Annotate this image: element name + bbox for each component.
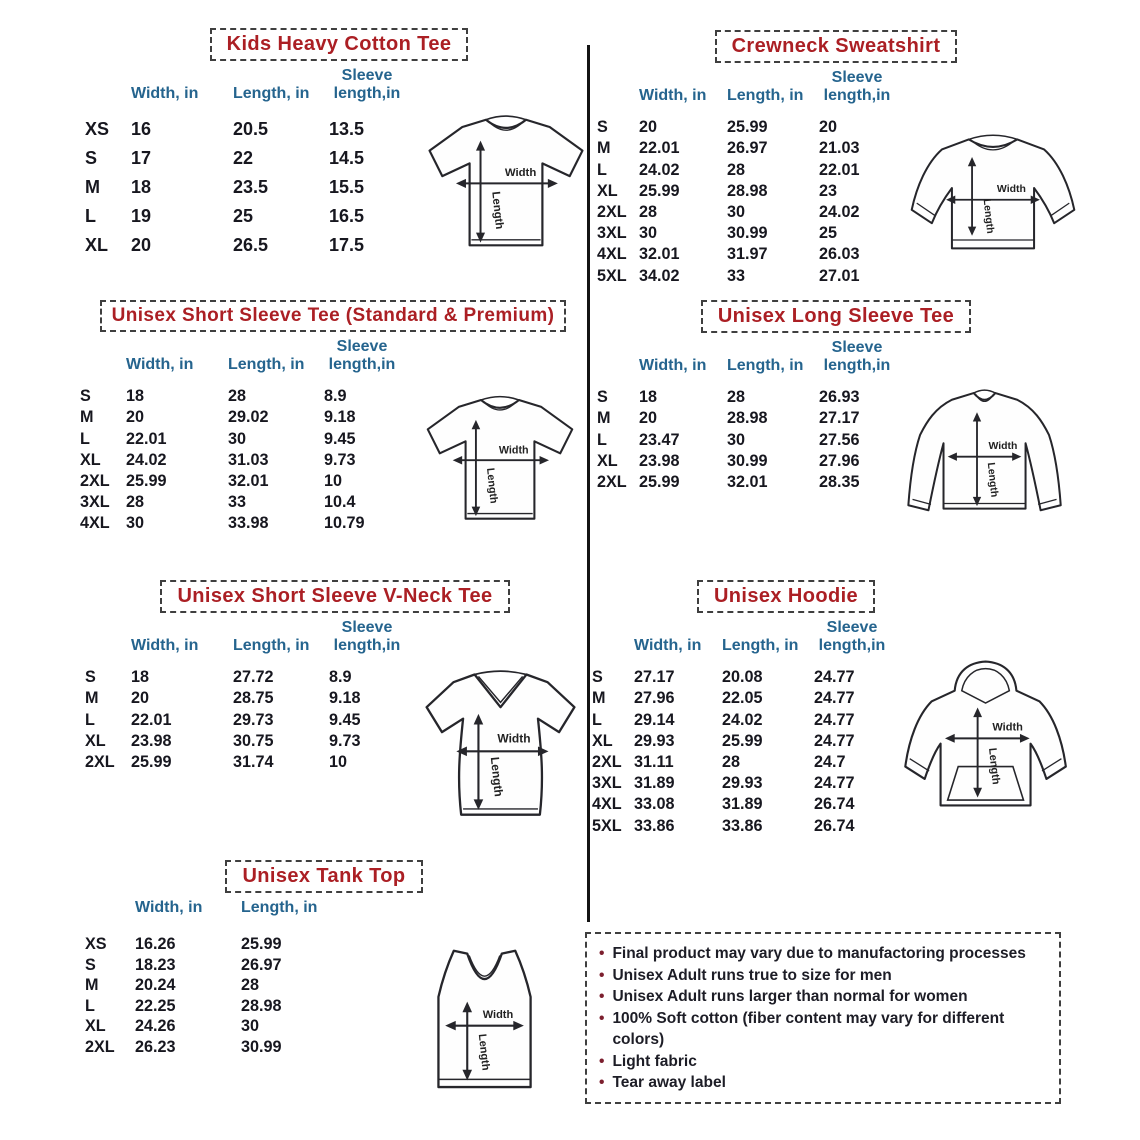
measurement-value: 20.24 bbox=[135, 976, 176, 995]
note-item bbox=[599, 986, 1045, 1008]
measurement-value: 30 bbox=[126, 514, 145, 533]
measurement-value: 23.5 bbox=[233, 177, 269, 198]
tshirt-illustration bbox=[414, 388, 586, 541]
v-neck-tee-illustration bbox=[417, 663, 585, 836]
measurement-value: 17.5 bbox=[329, 235, 365, 256]
column-header: Sleeve length,in bbox=[823, 69, 891, 104]
size-label: M bbox=[85, 976, 99, 995]
bullet-icon: • bbox=[599, 945, 605, 962]
panel-unisex-long-sleeve-tee bbox=[597, 300, 1075, 538]
width-label: Width bbox=[996, 184, 1026, 196]
section-title: Kids Heavy Cotton Tee bbox=[210, 28, 469, 61]
measurement-value: 22.01 bbox=[126, 429, 167, 448]
column-header: Sleeve length,in bbox=[328, 338, 396, 373]
column-header: Length, in bbox=[722, 636, 799, 654]
column-header: Sleeve length,in bbox=[823, 339, 891, 374]
length-label: Length bbox=[475, 1033, 492, 1072]
measurement-value: 30.99 bbox=[727, 224, 768, 243]
size-table bbox=[592, 619, 900, 837]
size-label: S bbox=[85, 955, 96, 974]
size-label: 3XL bbox=[80, 493, 110, 512]
size-label: 2XL bbox=[597, 203, 627, 222]
size-label: XS bbox=[85, 119, 110, 140]
column-header: Length, in bbox=[241, 899, 318, 916]
bullet-icon: • bbox=[599, 1052, 605, 1070]
table-corner-cell bbox=[597, 104, 639, 117]
column-header: Width, in bbox=[131, 84, 199, 102]
size-label: M bbox=[597, 139, 611, 158]
measurement-value: 33.08 bbox=[634, 795, 675, 814]
column-header: Sleeve length,in bbox=[333, 619, 401, 654]
measurement-value: 28 bbox=[241, 976, 260, 995]
measurement-value: 33.98 bbox=[228, 514, 269, 533]
tank-top-illustration bbox=[425, 945, 545, 1110]
measurement-value: 23 bbox=[819, 181, 838, 200]
column-header: Width, in bbox=[634, 636, 702, 654]
measurement-value: 25.99 bbox=[727, 118, 768, 137]
size-label: S bbox=[80, 387, 91, 406]
measurement-value: 25.99 bbox=[639, 473, 680, 492]
measurement-value: 32.01 bbox=[727, 473, 768, 492]
column-header: Length, in bbox=[233, 636, 310, 654]
bullet-icon: • bbox=[599, 988, 605, 1005]
measurement-value: 26.97 bbox=[241, 955, 282, 974]
measurement-value: 20.5 bbox=[233, 119, 269, 140]
length-label: Length bbox=[489, 190, 506, 230]
measurement-value: 30 bbox=[241, 1017, 260, 1036]
measurement-value: 24.77 bbox=[814, 710, 855, 729]
measurement-value: 24.02 bbox=[639, 160, 680, 179]
width-label: Width bbox=[988, 441, 1018, 453]
measurement-value: 24.77 bbox=[814, 731, 855, 750]
measurement-value: 10.4 bbox=[324, 493, 356, 512]
measurement-value: 20.08 bbox=[722, 668, 763, 687]
section-title: Crewneck Sweatshirt bbox=[715, 30, 958, 63]
measurement-value: 17 bbox=[131, 148, 152, 169]
measurement-value: 22.01 bbox=[639, 139, 680, 158]
bullet-icon: • bbox=[599, 1009, 605, 1027]
panel-unisex-short-sleeve-v-neck-tee bbox=[85, 580, 585, 836]
length-label: Length bbox=[487, 756, 506, 798]
column-header: Length, in bbox=[727, 356, 804, 374]
product-notes bbox=[585, 932, 1061, 1104]
measurement-value: 28 bbox=[126, 493, 145, 512]
measurement-value: 31.11 bbox=[634, 753, 674, 772]
length-label: Length bbox=[483, 467, 500, 505]
measurement-value: 24.26 bbox=[135, 1017, 176, 1036]
size-table bbox=[597, 339, 905, 538]
size-label: XL bbox=[85, 1017, 106, 1036]
measurement-value: 26.5 bbox=[233, 235, 269, 256]
column-header: Width, in bbox=[131, 636, 199, 654]
measurement-value: 31.03 bbox=[228, 450, 269, 469]
measurement-value: 16 bbox=[131, 119, 152, 140]
width-label: Width bbox=[482, 1008, 514, 1021]
size-table bbox=[597, 69, 905, 287]
size-label: 5XL bbox=[592, 816, 622, 835]
measurement-value: 14.5 bbox=[329, 148, 365, 169]
measurement-value: 20 bbox=[819, 118, 838, 137]
measurement-value: 33 bbox=[228, 493, 247, 512]
measurement-value: 18.23 bbox=[135, 955, 176, 974]
measurement-value: 28 bbox=[639, 203, 658, 222]
measurement-value: 9.18 bbox=[329, 689, 361, 708]
measurement-value: 25.99 bbox=[131, 753, 172, 772]
measurement-value: 24.02 bbox=[722, 710, 763, 729]
measurement-value: 27.01 bbox=[819, 266, 860, 285]
table-corner-cell bbox=[85, 917, 135, 935]
size-label: 2XL bbox=[597, 473, 627, 492]
measurement-value: 24.77 bbox=[814, 689, 855, 708]
measurement-value: 31.89 bbox=[634, 774, 675, 793]
measurement-value: 27.72 bbox=[233, 668, 274, 687]
size-label: L bbox=[80, 429, 90, 448]
section-title: Unisex Short Sleeve Tee (Standard & Premium) bbox=[100, 300, 567, 332]
size-table bbox=[85, 899, 347, 1110]
size-label: XL bbox=[597, 181, 618, 200]
size-label: S bbox=[597, 118, 608, 137]
panel-kids-heavy-cotton-tee bbox=[85, 28, 593, 269]
table-corner-cell bbox=[80, 373, 126, 386]
measurement-value: 28 bbox=[228, 387, 247, 406]
measurement-value: 30 bbox=[639, 224, 658, 243]
measurement-value: 9.73 bbox=[324, 450, 356, 469]
measurement-value: 30.99 bbox=[727, 451, 768, 470]
bullet-icon: • bbox=[599, 966, 605, 984]
measurement-value: 22.05 bbox=[722, 689, 763, 708]
note-text: 100% Soft cotton (fiber content may vary for different colors) bbox=[612, 1009, 1005, 1048]
size-label: XL bbox=[85, 731, 106, 750]
width-label: Width bbox=[992, 721, 1023, 734]
column-header: Sleeve length,in bbox=[333, 67, 401, 102]
measurement-value: 33.86 bbox=[722, 816, 763, 835]
measurement-value: 27.56 bbox=[819, 430, 860, 449]
measurement-value: 26.74 bbox=[814, 795, 855, 814]
measurement-value: 21.03 bbox=[819, 139, 860, 158]
width-label: Width bbox=[497, 731, 531, 746]
measurement-value: 28.98 bbox=[727, 409, 768, 428]
size-label: L bbox=[85, 710, 95, 729]
size-label: L bbox=[85, 996, 95, 1015]
length-label: Length bbox=[980, 198, 996, 235]
measurement-value: 22.01 bbox=[131, 710, 172, 729]
size-label: XL bbox=[80, 450, 101, 469]
note-text: Unisex Adult runs larger than normal for women bbox=[612, 988, 968, 1005]
note-item bbox=[599, 1051, 1045, 1073]
measurement-value: 27.17 bbox=[634, 668, 675, 687]
size-label: XL bbox=[85, 235, 109, 256]
panel-unisex-tank-top bbox=[85, 860, 563, 1110]
measurement-value: 27.96 bbox=[819, 451, 860, 470]
measurement-value: 32.01 bbox=[228, 472, 269, 491]
measurement-value: 26.74 bbox=[814, 816, 855, 835]
measurement-value: 23.98 bbox=[131, 731, 172, 750]
panel-crewneck-sweatshirt bbox=[597, 30, 1075, 287]
measurement-value: 9.73 bbox=[329, 731, 361, 750]
section-title: Unisex Tank Top bbox=[225, 860, 422, 893]
column-header: Length, in bbox=[727, 86, 804, 104]
note-text: Light fabric bbox=[612, 1052, 697, 1070]
measurement-value: 24.02 bbox=[819, 203, 860, 222]
size-label: S bbox=[85, 668, 96, 687]
measurement-value: 30.75 bbox=[233, 731, 274, 750]
size-label: 2XL bbox=[592, 753, 622, 772]
measurement-value: 33.86 bbox=[634, 816, 675, 835]
size-label: S bbox=[85, 148, 98, 169]
measurement-value: 24.77 bbox=[814, 774, 855, 793]
measurement-value: 30 bbox=[228, 429, 247, 448]
section-title: Unisex Long Sleeve Tee bbox=[701, 300, 971, 333]
measurement-value: 18 bbox=[639, 388, 658, 407]
measurement-value: 19 bbox=[131, 206, 152, 227]
measurement-value: 18 bbox=[126, 387, 145, 406]
size-label: 4XL bbox=[80, 514, 110, 533]
size-label: L bbox=[597, 430, 607, 449]
size-label: XL bbox=[597, 451, 618, 470]
measurement-value: 29.93 bbox=[722, 774, 763, 793]
size-label: 5XL bbox=[597, 266, 627, 285]
column-header: Sleeve length,in bbox=[818, 619, 886, 654]
width-label: Width bbox=[504, 167, 537, 180]
table-corner-cell bbox=[85, 102, 131, 115]
measurement-value: 26.23 bbox=[135, 1037, 176, 1056]
size-label: S bbox=[592, 668, 603, 687]
column-header: Width, in bbox=[126, 355, 194, 373]
measurement-value: 33 bbox=[727, 266, 746, 285]
measurement-value: 23.98 bbox=[639, 451, 680, 470]
size-label: M bbox=[597, 409, 611, 428]
size-label: L bbox=[597, 160, 607, 179]
measurement-value: 9.18 bbox=[324, 408, 356, 427]
measurement-value: 34.02 bbox=[639, 266, 680, 285]
bullet-icon: • bbox=[599, 1074, 605, 1091]
size-label: 2XL bbox=[85, 1037, 115, 1056]
measurement-value: 28.35 bbox=[819, 473, 860, 492]
measurement-value: 25 bbox=[819, 224, 838, 243]
measurement-value: 30 bbox=[727, 203, 746, 222]
measurement-value: 32.01 bbox=[639, 245, 680, 264]
size-label: 2XL bbox=[85, 753, 115, 772]
size-label: M bbox=[85, 177, 100, 198]
measurement-value: 20 bbox=[639, 409, 658, 428]
measurement-value: 23.47 bbox=[639, 430, 680, 449]
measurement-value: 24.02 bbox=[126, 450, 167, 469]
measurement-value: 29.14 bbox=[634, 710, 675, 729]
size-label: XL bbox=[592, 731, 613, 750]
size-label: 3XL bbox=[597, 224, 627, 243]
measurement-value: 20 bbox=[131, 235, 152, 256]
hoodie-illustration bbox=[900, 655, 1072, 837]
measurement-value: 24.7 bbox=[814, 753, 846, 772]
measurement-value: 20 bbox=[126, 408, 145, 427]
note-item bbox=[599, 965, 1045, 987]
measurement-value: 28.98 bbox=[241, 996, 282, 1015]
size-label: M bbox=[80, 408, 94, 427]
measurement-value: 29.93 bbox=[634, 731, 675, 750]
measurement-value: 31.97 bbox=[727, 245, 768, 264]
measurement-value: 25.99 bbox=[241, 935, 282, 954]
measurement-value: 20 bbox=[639, 118, 658, 137]
notes-list bbox=[599, 943, 1045, 1094]
measurement-value: 26.03 bbox=[819, 245, 860, 264]
size-label: 3XL bbox=[592, 774, 622, 793]
size-label: M bbox=[592, 689, 606, 708]
measurement-value: 28 bbox=[727, 160, 746, 179]
table-corner-cell bbox=[597, 374, 639, 387]
size-table bbox=[85, 619, 415, 836]
measurement-value: 25 bbox=[233, 206, 254, 227]
tshirt-illustration bbox=[415, 107, 597, 269]
measurement-value: 25.99 bbox=[722, 731, 763, 750]
measurement-value: 28 bbox=[722, 753, 741, 772]
size-table bbox=[80, 338, 410, 541]
measurement-value: 30 bbox=[727, 430, 746, 449]
note-text: Tear away label bbox=[612, 1074, 726, 1091]
column-header: Width, in bbox=[135, 899, 203, 916]
measurement-value: 27.96 bbox=[634, 689, 675, 708]
length-label: Length bbox=[984, 461, 1000, 498]
measurement-value: 10 bbox=[329, 753, 348, 772]
measurement-value: 27.17 bbox=[819, 409, 860, 428]
size-table bbox=[85, 67, 415, 269]
size-label: 2XL bbox=[80, 472, 110, 491]
measurement-value: 18 bbox=[131, 177, 152, 198]
section-title: Unisex Hoodie bbox=[697, 580, 875, 613]
measurement-value: 10.79 bbox=[324, 514, 365, 533]
measurement-value: 9.45 bbox=[324, 429, 356, 448]
column-header: Width, in bbox=[639, 356, 707, 374]
panel-unisex-short-sleeve-tee bbox=[80, 300, 586, 541]
table-corner-cell bbox=[85, 654, 131, 667]
measurement-value: 22.01 bbox=[819, 160, 860, 179]
width-label: Width bbox=[498, 444, 529, 457]
long-sleeve-tee-illustration bbox=[905, 383, 1085, 538]
note-text: Unisex Adult runs true to size for men bbox=[612, 966, 892, 984]
section-title: Unisex Short Sleeve V-Neck Tee bbox=[160, 580, 509, 613]
measurement-value: 22.25 bbox=[135, 996, 176, 1015]
measurement-value: 28.98 bbox=[727, 181, 768, 200]
column-header: Length, in bbox=[233, 84, 310, 102]
panel-unisex-hoodie bbox=[592, 580, 1070, 837]
size-label: S bbox=[597, 388, 608, 407]
measurement-value: 16.5 bbox=[329, 206, 365, 227]
size-label: 4XL bbox=[597, 245, 627, 264]
measurement-value: 8.9 bbox=[324, 387, 347, 406]
note-item bbox=[599, 1072, 1045, 1094]
measurement-value: 29.73 bbox=[233, 710, 274, 729]
measurement-value: 30.99 bbox=[241, 1037, 282, 1056]
measurement-value: 28.75 bbox=[233, 689, 274, 708]
measurement-value: 15.5 bbox=[329, 177, 365, 198]
measurement-value: 25.99 bbox=[639, 181, 680, 200]
size-label: M bbox=[85, 689, 99, 708]
size-label: XS bbox=[85, 935, 107, 954]
measurement-value: 13.5 bbox=[329, 119, 365, 140]
measurement-value: 31.89 bbox=[722, 795, 763, 814]
sweatshirt-illustration bbox=[905, 117, 1081, 287]
measurement-value: 28 bbox=[727, 388, 746, 407]
size-label: L bbox=[85, 206, 96, 227]
note-item bbox=[599, 1008, 1045, 1051]
table-corner-cell bbox=[592, 654, 634, 667]
measurement-value: 10 bbox=[324, 472, 343, 491]
measurement-value: 26.93 bbox=[819, 388, 860, 407]
note-item bbox=[599, 943, 1045, 965]
measurement-value: 24.77 bbox=[814, 668, 855, 687]
length-label: Length bbox=[985, 747, 1002, 786]
measurement-value: 29.02 bbox=[228, 408, 269, 427]
measurement-value: 22 bbox=[233, 148, 254, 169]
measurement-value: 26.97 bbox=[727, 139, 768, 158]
measurement-value: 18 bbox=[131, 668, 150, 687]
measurement-value: 8.9 bbox=[329, 668, 352, 687]
column-header: Width, in bbox=[639, 86, 707, 104]
measurement-value: 25.99 bbox=[126, 472, 167, 491]
note-text: Final product may vary due to manufactoring processes bbox=[612, 945, 1026, 962]
measurement-value: 31.74 bbox=[233, 753, 274, 772]
column-header: Length, in bbox=[228, 355, 305, 373]
size-label: L bbox=[592, 710, 602, 729]
measurement-value: 16.26 bbox=[135, 935, 176, 954]
measurement-value: 20 bbox=[131, 689, 150, 708]
measurement-value: 9.45 bbox=[329, 710, 361, 729]
size-label: 4XL bbox=[592, 795, 622, 814]
